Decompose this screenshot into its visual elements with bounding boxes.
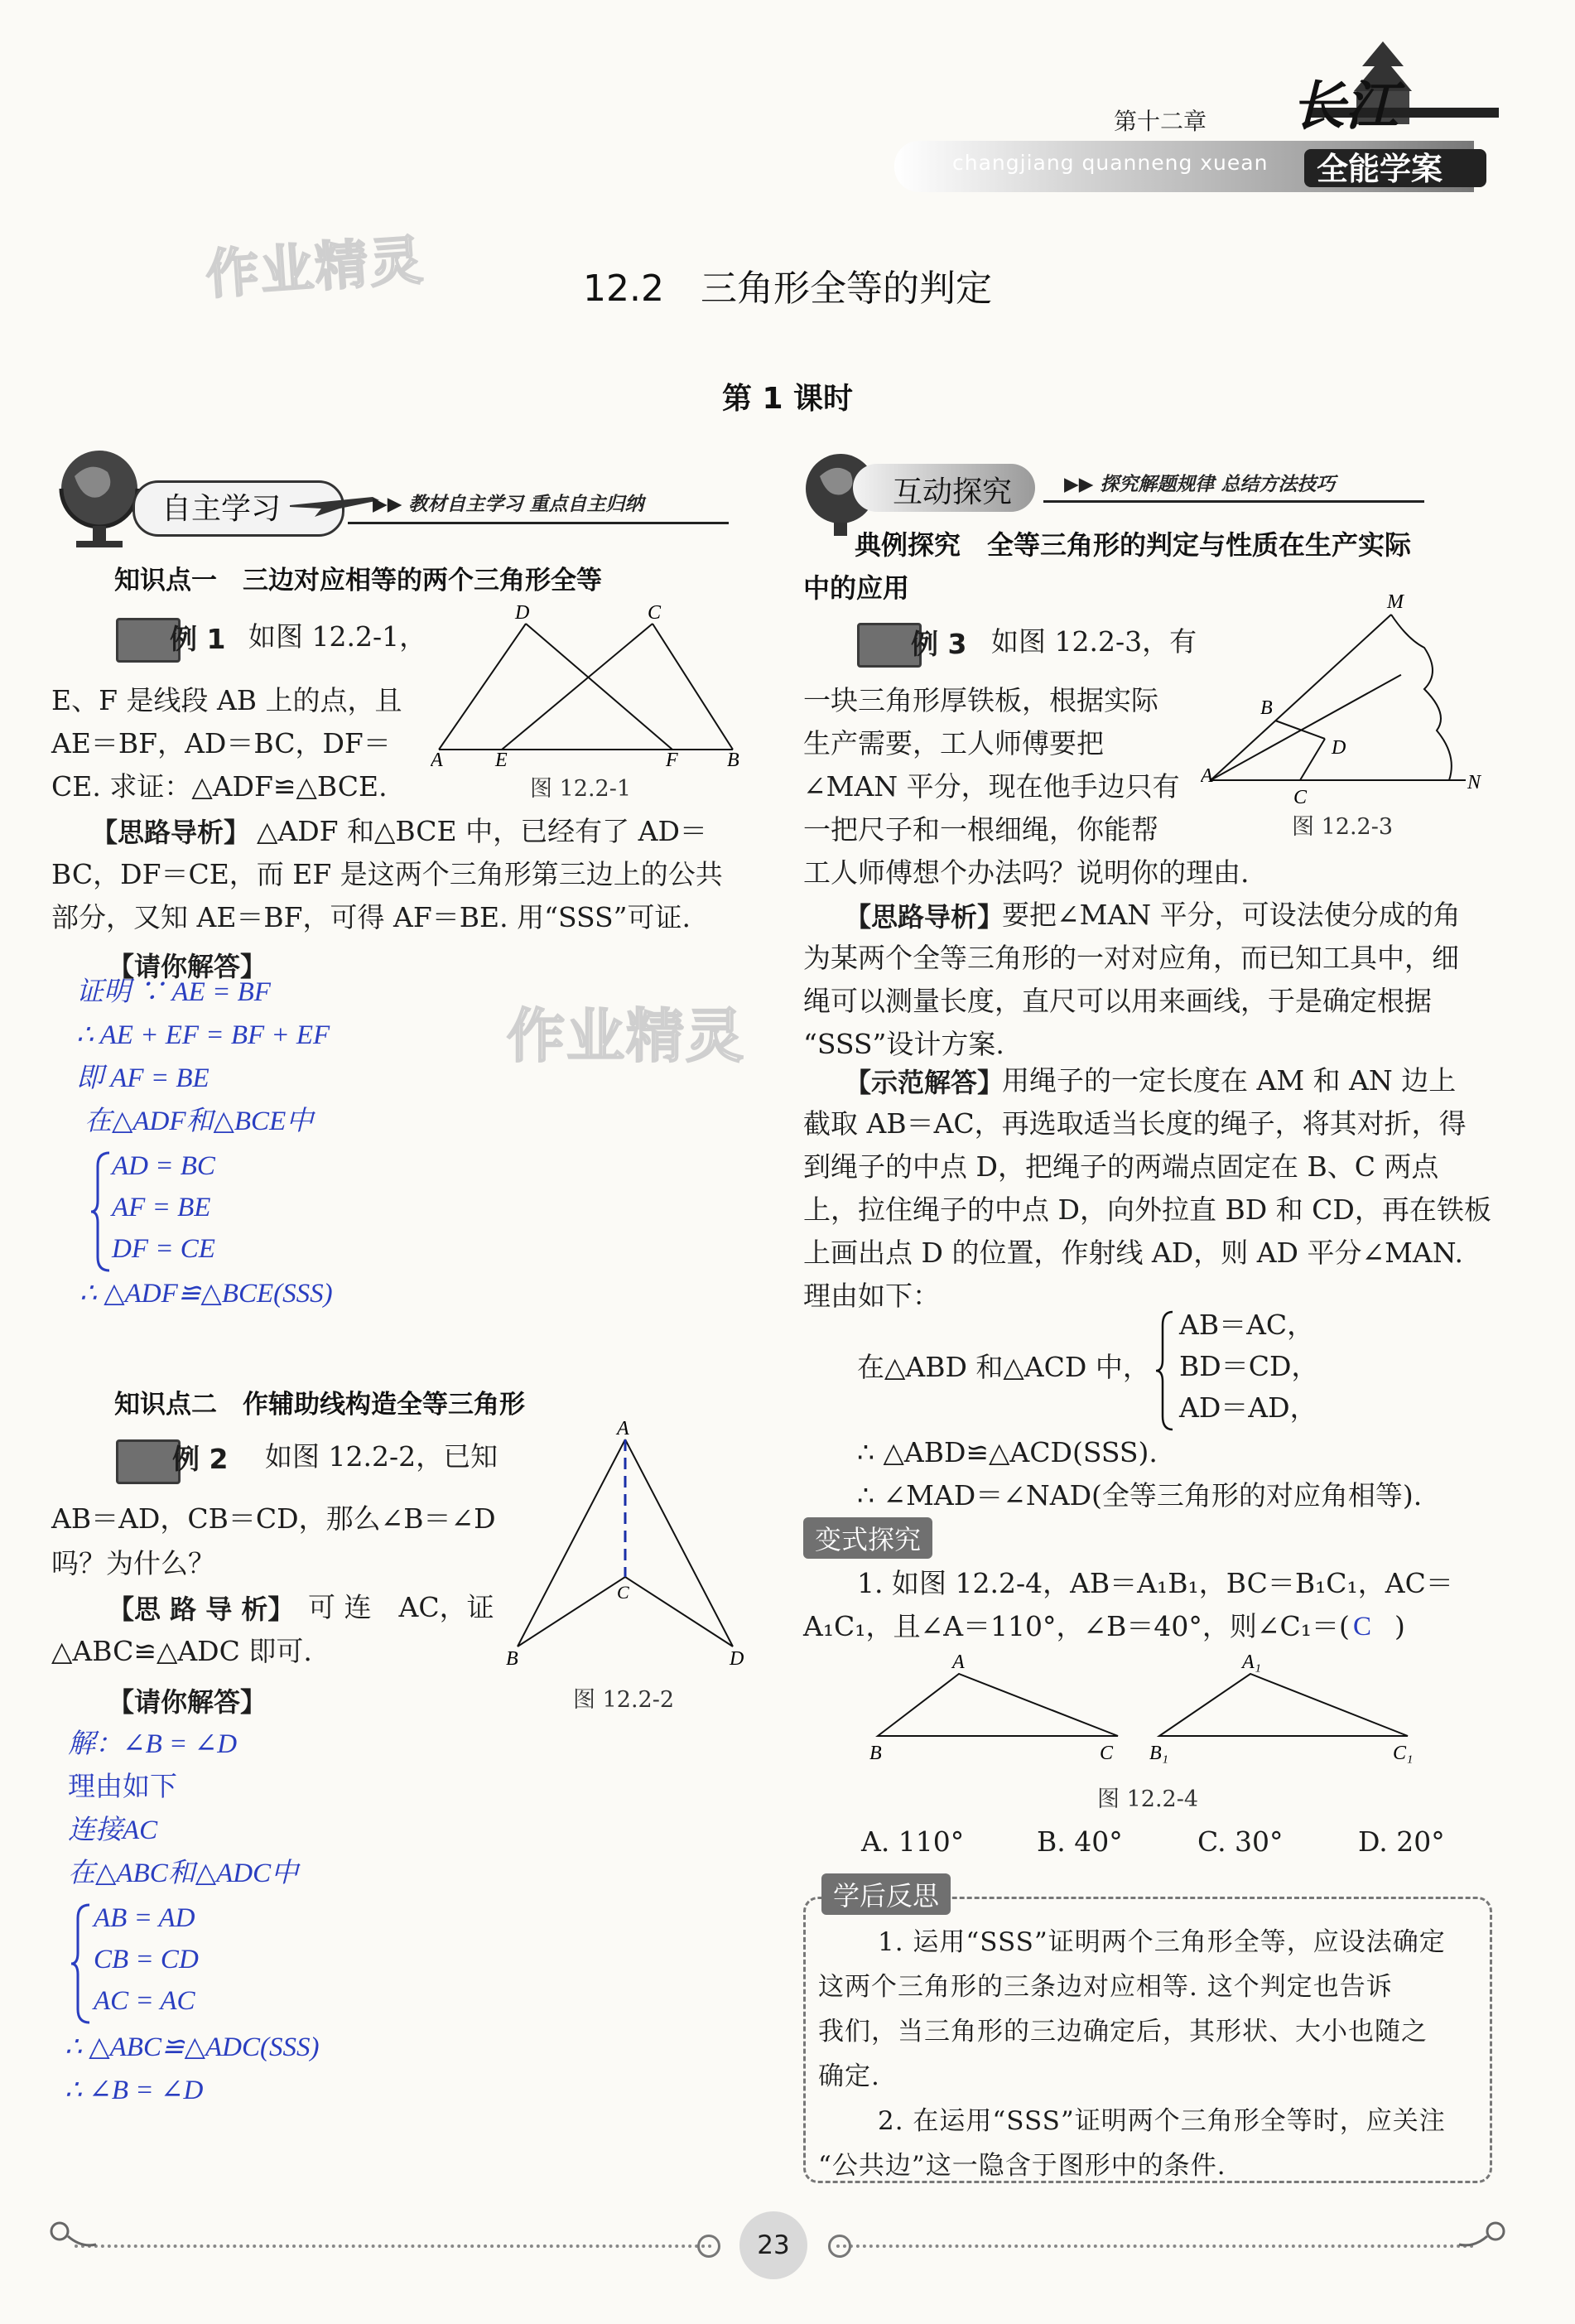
- example-icon: [116, 1439, 181, 1484]
- figure-12-2-2: [501, 1415, 749, 1671]
- answer-line: 连接AC: [68, 1815, 158, 1845]
- figure-12-2-3: [1201, 590, 1499, 813]
- left-banner-title: 自主学习: [161, 492, 282, 526]
- variant-answer: C: [1353, 1612, 1372, 1642]
- answer-tag: 【请你解答】: [108, 1686, 267, 1718]
- watermark: 作业精灵: [204, 229, 426, 307]
- reflection-line: 确定.: [818, 2061, 880, 2091]
- figure-12-2-4: [861, 1653, 1474, 1769]
- point-label: B: [506, 1648, 518, 1670]
- figure-caption: 图 12.2-2: [573, 1687, 675, 1713]
- point-label: D: [730, 1648, 744, 1670]
- left-banner-subtitle: ▶▶ 教材自主学习 重点自主归纳: [373, 493, 644, 515]
- example-3-line: 一块三角形厚铁板，根据实际: [803, 684, 1158, 716]
- ornament-circle: [697, 2235, 720, 2258]
- analysis-line: 要把∠MAN 平分，可设法使分成的角: [1002, 899, 1461, 931]
- answer-line: 在△ADF和△BCE中: [84, 1107, 314, 1136]
- answer-line: AC = AC: [94, 1986, 195, 2016]
- answer-line: 证明 ∵ AE = BF: [76, 977, 271, 1007]
- conclusion-line: ∴ ∠MAD＝∠NAD(全等三角形的对应角相等).: [857, 1479, 1423, 1512]
- analysis-line: 部分，又知 AE＝BF，可得 AF＝BE. 用“SSS”可证.: [51, 901, 691, 933]
- conclusion-line: ∴ △ABD≌△ACD(SSS).: [857, 1436, 1158, 1468]
- answer-line: 解：∠B = ∠D: [68, 1729, 238, 1759]
- point-label: C: [648, 602, 662, 624]
- point-label: A₁: [1242, 1653, 1262, 1673]
- option-b: B. 40°: [1037, 1825, 1123, 1858]
- variant-question: 1. 如图 12.2-4，AB＝A₁B₁，BC＝B₁C₁，AC＝: [857, 1567, 1453, 1599]
- point-label: N: [1467, 772, 1481, 793]
- lesson-title: 第 1 课时: [721, 382, 854, 416]
- system-lead: 在△ABD 和△ACD 中，: [857, 1351, 1150, 1383]
- answer-line: 理由如下: [68, 1772, 177, 1802]
- brace: [70, 1902, 94, 2026]
- footer-dotted-line: [75, 2244, 712, 2248]
- answer-tag: 【请你解答】: [108, 951, 267, 982]
- reflection-line: 我们，当三角形的三边确定后，其形状、大小也随之: [818, 2017, 1428, 2047]
- point-label: E: [495, 750, 508, 766]
- analysis-line: “SSS”设计方案.: [803, 1028, 1004, 1060]
- solution-line: 到绳子的中点 D，把绳子的两端点固定在 B、C 两点: [803, 1150, 1439, 1183]
- option-a: A. 110°: [861, 1825, 965, 1858]
- answer-line: CB = CD: [94, 1945, 199, 1974]
- answer-line: 在△ABC和△ADC中: [68, 1859, 299, 1888]
- footer-dotted-line: [836, 2244, 1474, 2248]
- analysis-line: △ADF 和△BCE 中，已经有了 AD＝: [257, 815, 707, 847]
- right-banner-subtitle: ▶▶ 探究解题规律 总结方法技巧: [1064, 473, 1336, 495]
- point-label: B₁: [1149, 1743, 1169, 1764]
- point-label: B: [727, 750, 739, 766]
- brace: [1154, 1309, 1176, 1433]
- answer-line: ∴ AE + EF = BF + EF: [76, 1020, 330, 1050]
- figure-caption: 图 12.2-4: [1097, 1786, 1199, 1812]
- knowledge-point-2-title: 知识点二 作辅助线构造全等三角形: [114, 1390, 525, 1420]
- example-1-line: E、F 是线段 AB 上的点，且: [51, 684, 402, 716]
- example-2-line: 如图 12.2-2，已知: [265, 1440, 499, 1473]
- logo-text-top: 长江: [1292, 75, 1398, 137]
- point-label: D: [1332, 737, 1346, 759]
- point-label: A: [617, 1418, 629, 1439]
- figure-caption: 图 12.2-1: [530, 776, 632, 802]
- reflection-line: 2. 在运用“SSS”证明两个三角形全等时，应关注: [878, 2106, 1446, 2136]
- option-d: D. 20°: [1358, 1825, 1445, 1858]
- variant-tag: 变式探究: [803, 1517, 932, 1559]
- solution-line: 上画出点 D 的位置，作射线 AD，则 AD 平分∠MAN.: [803, 1237, 1464, 1269]
- page-number: 23: [739, 2211, 807, 2279]
- typical-title-cont: 中的应用: [803, 572, 910, 604]
- answer-line: 即 AF = BE: [76, 1063, 210, 1093]
- example-2-line: AB＝AD，CB＝CD，那么∠B＝∠D: [51, 1502, 496, 1535]
- point-label: D: [515, 602, 530, 624]
- point-label: M: [1387, 591, 1404, 613]
- point-label: C: [1293, 787, 1308, 808]
- option-c: C. 30°: [1197, 1825, 1284, 1858]
- logo: [1259, 33, 1507, 199]
- answer-line: ∴ ∠B = ∠D: [65, 2076, 204, 2105]
- answer-line: AB = AD: [94, 1903, 195, 1933]
- ornament-icon: [48, 2220, 98, 2253]
- example-2-label: 例 2: [172, 1443, 229, 1475]
- reflection-line: “公共边”这一隐含于图形中的条件.: [818, 2151, 1226, 2181]
- watermark: 作业精灵: [507, 1002, 745, 1070]
- analysis-tag: 【思路导析】: [845, 901, 1004, 933]
- banner-underline: [1043, 500, 1424, 503]
- banner-underline: [348, 522, 729, 524]
- answer-line: AD = BC: [112, 1151, 215, 1181]
- variant-question-end: ): [1394, 1610, 1405, 1642]
- chapter-label: 第十二章: [1114, 108, 1207, 135]
- answer-line: ∴ △ABC≌△ADC(SSS): [65, 2032, 320, 2062]
- analysis-tag: 【思路导析】: [91, 817, 251, 848]
- right-banner-title: 互动探究: [893, 475, 1013, 509]
- answer-line: AF = BE: [112, 1193, 211, 1222]
- point-label: C₁: [1393, 1743, 1414, 1764]
- point-label: B: [1260, 697, 1273, 719]
- solution-line: 理由如下：: [803, 1280, 940, 1312]
- plane-icon: [290, 480, 381, 518]
- ornament-circle: [828, 2235, 851, 2258]
- point-label: C: [617, 1582, 629, 1603]
- example-3-line: 生产需要，工人师傅要把: [803, 727, 1104, 759]
- system-line: AD＝AD，: [1179, 1391, 1317, 1424]
- solution-line: 上，拉住绳子的中点 D，向外拉直 BD 和 CD，再在铁板: [803, 1193, 1491, 1226]
- point-label: F: [666, 750, 678, 766]
- system-line: BD＝CD，: [1179, 1350, 1319, 1382]
- example-3-line: 工人师傅想个办法吗？说明你的理由.: [803, 856, 1250, 889]
- example-3-label: 例 3: [911, 628, 967, 660]
- analysis-tag: 【思 路 导 析】: [108, 1594, 295, 1625]
- reflection-line: 这两个三角形的三条边对应相等. 这个判定也告诉: [818, 1972, 1393, 2002]
- point-label: B: [869, 1743, 882, 1764]
- point-label: A: [952, 1653, 965, 1673]
- figure-caption: 图 12.2-3: [1292, 814, 1394, 840]
- point-label: C: [1100, 1743, 1114, 1764]
- example-1-line: AE＝BF，AD＝BC，DF＝: [51, 727, 391, 759]
- example-3-line: 如图 12.2-3，有: [991, 625, 1197, 658]
- example-1-line: 如图 12.2-1，: [248, 620, 427, 653]
- variant-question: A₁C₁，且∠A＝110°，∠B＝40°，则∠C₁＝(: [803, 1610, 1350, 1642]
- example-2-line: 吗？为什么？: [51, 1547, 215, 1579]
- example-1-label: 例 1: [170, 623, 226, 655]
- system-line: AB＝AC，: [1179, 1309, 1315, 1341]
- point-label: A: [431, 750, 443, 766]
- answer-line: DF = CE: [112, 1234, 215, 1264]
- reflection-tag: 学后反思: [821, 1873, 951, 1915]
- ornament-icon: [1457, 2220, 1507, 2253]
- analysis-line: BC，DF＝CE，而 EF 是这两个三角形第三边上的公共: [51, 858, 723, 890]
- header-pinyin: changjiang quanneng xuean: [952, 151, 1269, 175]
- example-3-line: ∠MAN 平分，现在他手边只有: [803, 770, 1180, 803]
- analysis-line: 为某两个全等三角形的一对对应角，而已知工具中，细: [803, 942, 1459, 974]
- analysis-line: 绳可以测量长度，直尺可以用来画线，于是确定根据: [803, 985, 1432, 1017]
- section-title: 12.2 三角形全等的判定: [583, 268, 992, 310]
- solution-line: 用绳子的一定长度在 AM 和 AN 边上: [1002, 1064, 1457, 1097]
- example-3-line: 一把尺子和一根细绳，你能帮: [803, 813, 1158, 846]
- analysis-line: 可 连 AC，证: [308, 1591, 494, 1623]
- point-label: A: [1201, 765, 1213, 787]
- logo-text-bottom: 全能学案: [1317, 151, 1443, 187]
- figure-12-2-1: [431, 600, 745, 766]
- analysis-line: △ABC≌△ADC 即可.: [51, 1635, 312, 1667]
- knowledge-point-1-title: 知识点一 三边对应相等的两个三角形全等: [114, 566, 602, 595]
- solution-tag: 【示范解答】: [845, 1067, 1004, 1098]
- example-1-line: CE. 求证：△ADF≌△BCE.: [51, 770, 388, 803]
- typical-title: 典例探究 全等三角形的判定与性质在生产实际: [855, 529, 1412, 561]
- solution-line: 截取 AB＝AC，再选取适当长度的绳子，将其对折，得: [803, 1107, 1467, 1140]
- reflection-line: 1. 运用“SSS”证明两个三角形全等，应设法确定: [878, 1927, 1446, 1957]
- answer-line: ∴ △ADF≌△BCE(SSS): [79, 1279, 333, 1309]
- brace: [89, 1150, 114, 1274]
